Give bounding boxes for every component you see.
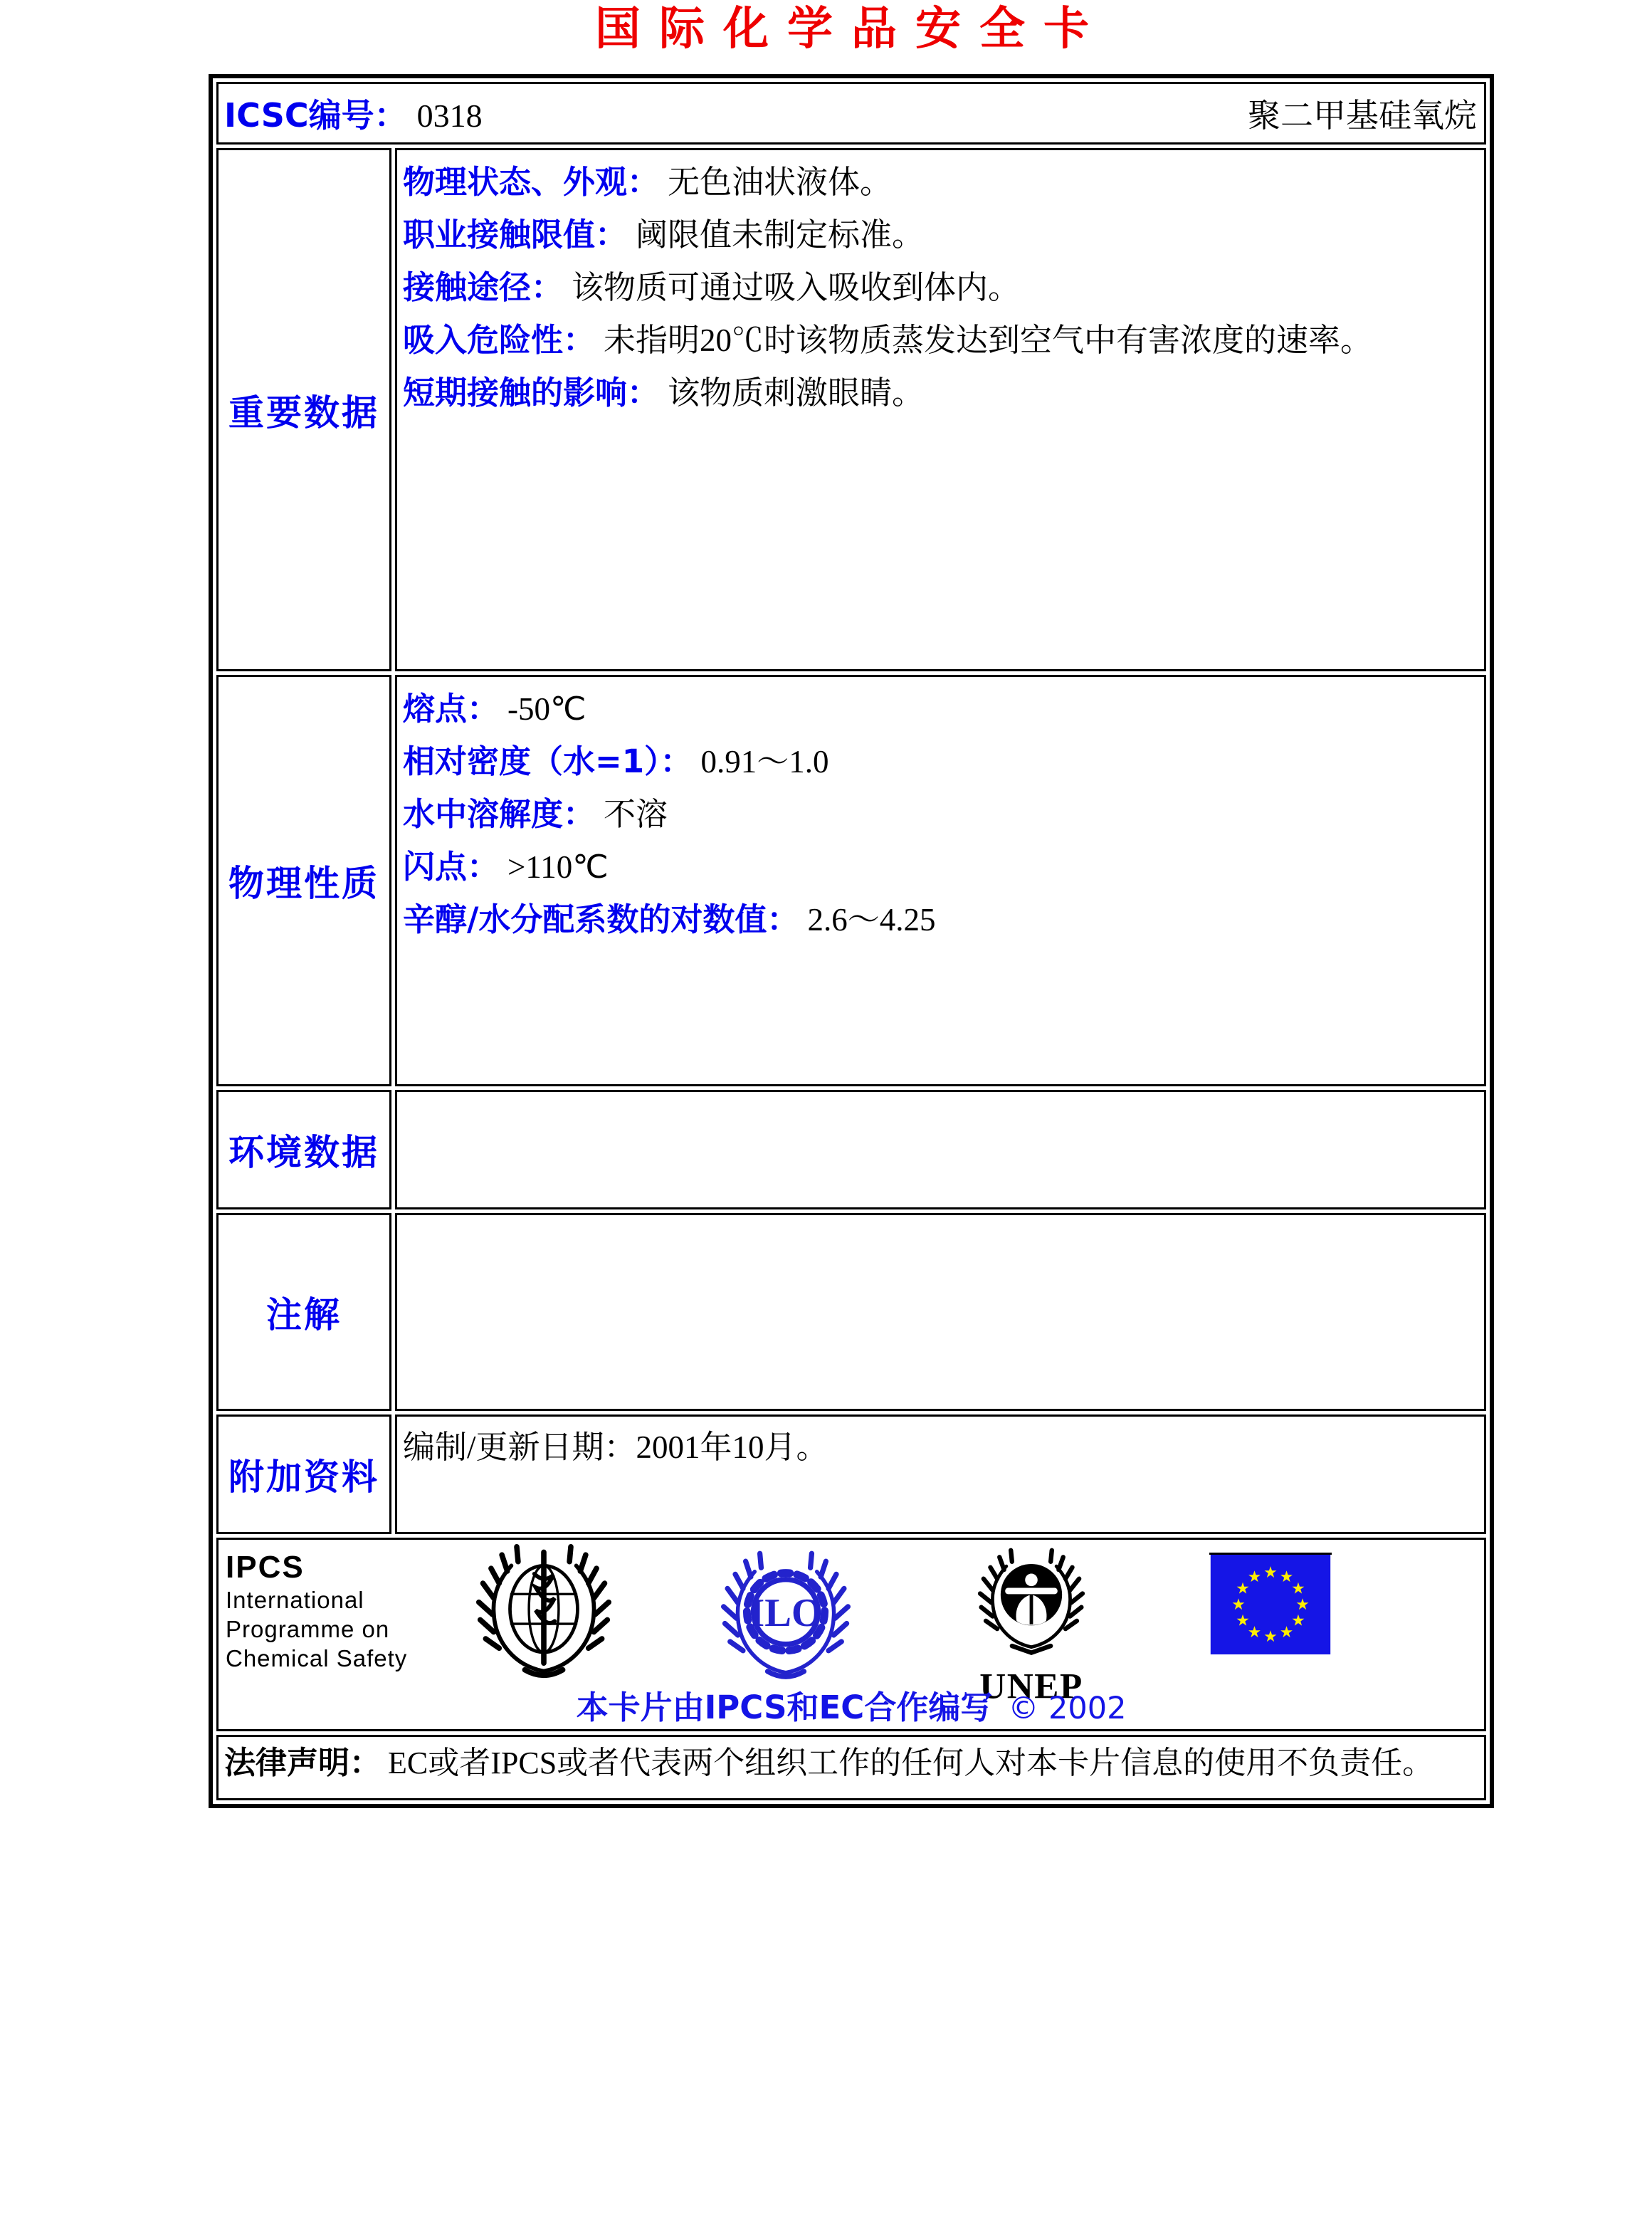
field-value: 未指明20℃时该物质蒸发达到空气中有害浓度的速率。 (604, 322, 1373, 359)
eu-flag-icon (1209, 1553, 1332, 1654)
data-line (403, 156, 1477, 209)
data-line (403, 314, 1477, 367)
copyright-text: © 2002 (1008, 1691, 1127, 1727)
field-label: 相对密度（水=1）： (403, 742, 693, 781)
field-label: 水中溶解度： (403, 795, 596, 834)
section-label-additional-info: 附加资料 (216, 1414, 391, 1534)
logos-row (216, 1538, 1486, 1731)
field-value: 2.6～4.25 (807, 902, 936, 938)
legal-text: EC或者IPCS或者代表两个组织工作的任何人对本卡片信息的使用不负责任。 (388, 1746, 1434, 1781)
ipcs-subtitle-line: Programme on (226, 1616, 390, 1643)
field-value: 无色油状液体。 (668, 164, 893, 201)
ipcs-title: IPCS (226, 1550, 305, 1585)
notes-row (216, 1213, 1486, 1411)
header-cell (216, 82, 1486, 145)
icsc-number-label: ICSC编号： (224, 96, 407, 135)
data-line (403, 841, 1477, 893)
field-value: 0.91～1.0 (700, 744, 829, 780)
icsc-table (213, 78, 1490, 1804)
data-line (403, 209, 1477, 261)
header-row (216, 82, 1486, 145)
update-date-line: 编制/更新日期：2001年10月。 (403, 1429, 828, 1466)
important-data-row (216, 148, 1486, 671)
chemical-name: 聚二甲基硅氧烷 (1248, 98, 1477, 135)
field-value: 该物质刺激眼睛。 (668, 375, 925, 411)
field-label: 熔点： (403, 690, 500, 728)
data-line (403, 788, 1477, 841)
section-label-notes: 注解 (216, 1213, 391, 1411)
icsc-card (209, 74, 1494, 1808)
field-label: 物理状态、外观： (403, 163, 660, 201)
caption-text: 本卡片由IPCS和EC合作编写 (576, 1689, 993, 1727)
important-data-content (395, 148, 1486, 671)
field-value: -50℃ (507, 691, 586, 728)
unep-logo-letters: UNEP (979, 1666, 1083, 1708)
legal-cell (216, 1735, 1486, 1800)
field-value: >110℃ (507, 849, 609, 886)
additional-info-row (216, 1414, 1486, 1534)
field-value: 阈限值未制定标准。 (636, 217, 925, 253)
field-label: 闪点： (403, 848, 500, 886)
ipcs-text-block (226, 1550, 407, 1673)
field-value: 该物质可通过吸入吸收到体内。 (572, 270, 1021, 306)
data-line (403, 683, 1477, 735)
who-logo-icon (476, 1541, 611, 1682)
data-line (403, 893, 1477, 946)
field-label: 辛醇/水分配系数的对数值： (403, 901, 799, 939)
legal-row (216, 1735, 1486, 1800)
field-label: 职业接触限值： (403, 216, 628, 254)
additional-info-content (395, 1414, 1486, 1534)
icsc-document-page (0, 4, 1652, 2236)
field-value: 不溶 (604, 797, 668, 833)
field-label: 吸入危险性： (403, 321, 596, 359)
notes-content (395, 1213, 1486, 1411)
ipcs-subtitle-line: Chemical Safety (226, 1645, 408, 1672)
legal-label: 法律声明： (224, 1745, 381, 1782)
physical-properties-row (216, 675, 1486, 1086)
section-label-important-data: 重要数据 (216, 148, 391, 671)
ipcs-subtitle-line: International (226, 1587, 364, 1614)
icsc-number-value: 0318 (416, 98, 483, 135)
footer-caption (219, 1681, 1484, 1728)
section-label-environmental-data: 环境数据 (216, 1090, 391, 1209)
section-label-physical-properties: 物理性质 (216, 675, 391, 1086)
physical-properties-content (395, 675, 1486, 1086)
data-line (403, 261, 1477, 314)
data-line (403, 735, 1477, 788)
field-label: 接触途径： (403, 268, 564, 307)
ilo-logo-letters: ILO (749, 1591, 823, 1636)
data-line (403, 367, 1477, 419)
environmental-data-row (216, 1090, 1486, 1209)
ilo-logo-icon (721, 1547, 851, 1679)
field-label: 短期接触的影响： (403, 374, 660, 412)
icsc-number-group (224, 90, 483, 137)
logos-cell (216, 1538, 1486, 1731)
environmental-data-content (395, 1090, 1486, 1209)
page-title: 国际化学品安全卡 (595, 2, 1108, 56)
